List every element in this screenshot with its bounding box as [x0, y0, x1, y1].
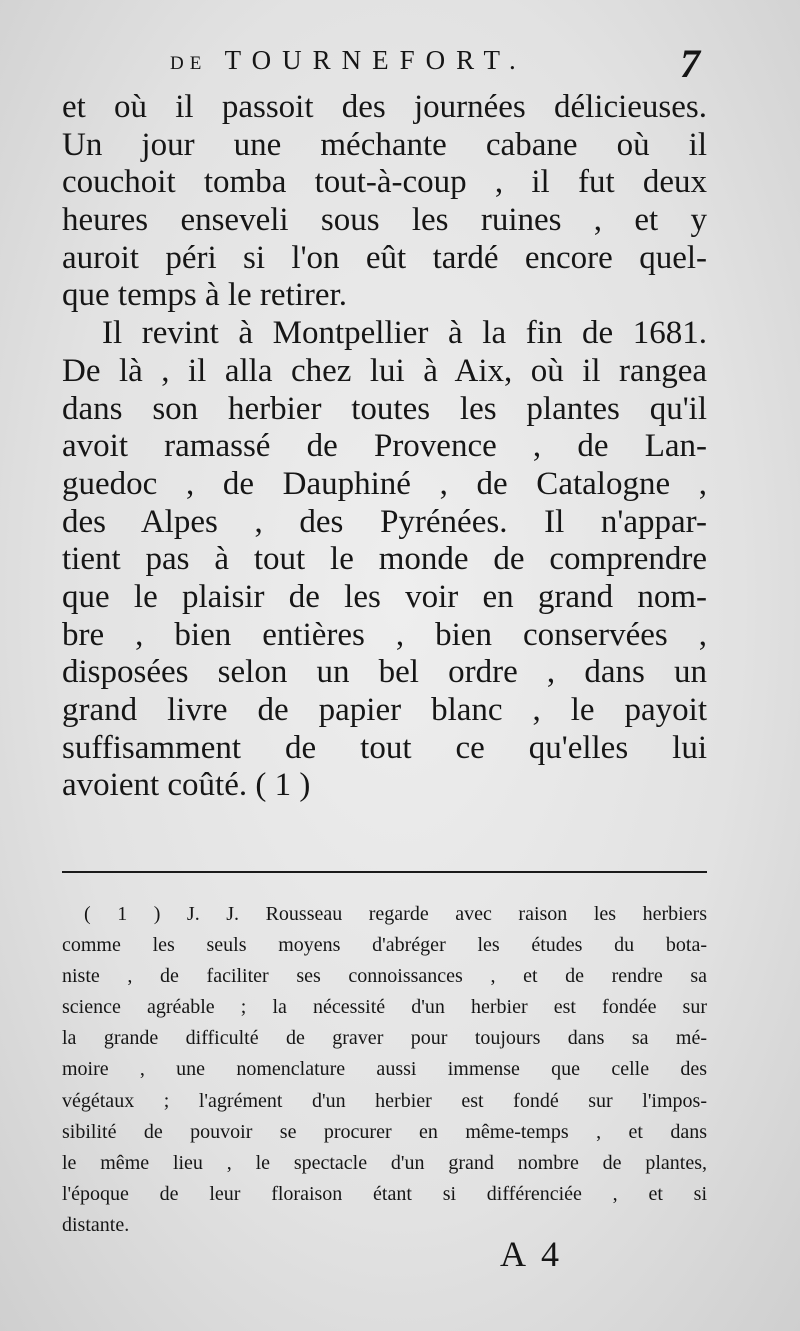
body-line: que le plaisir de les voir en grand nom- — [62, 578, 707, 615]
footnote-line: le même lieu , le spectacle d'un grand nombre de plantes, — [62, 1151, 707, 1174]
body-line: bre , bien entières , bien conservées , — [62, 616, 707, 653]
footnote-line: la grande difficulté de graver pour toujours dans sa mé- — [62, 1027, 707, 1050]
body-line: que temps à le retirer. — [62, 277, 347, 314]
running-head-title: TOURNEFORT. — [224, 45, 527, 75]
body-line: guedoc , de Dauphiné , de Catalogne , — [62, 465, 707, 502]
main-text — [62, 89, 707, 805]
footnote-line: ( 1 ) J. J. Rousseau regarde avec raison les herbiers — [84, 903, 707, 925]
body-line: avoient coûté. ( 1 ) — [62, 767, 311, 804]
footnote-line: moire , une nomenclature aussi immense que celle des — [62, 1058, 707, 1081]
body-line: avoit ramassé de Provence , de Lan- — [62, 428, 707, 465]
body-line: Il revint à Montpellier à la fin de 1681. — [102, 315, 707, 352]
body-line: suffisamment de tout ce qu'elles lui — [62, 729, 707, 766]
running-head — [170, 40, 610, 80]
footnote-line: végétaux ; l'agrément d'un herbier est fondé sur l'impos- — [62, 1089, 707, 1112]
footnote-separator-rule — [62, 871, 707, 873]
signature-mark: A 4 — [500, 1234, 564, 1274]
body-line: tient pas à tout le monde de comprendre — [62, 541, 707, 578]
body-line: dans son herbier toutes les plantes qu'il — [62, 390, 707, 427]
body-line: auroit péri si l'on eût tardé encore quel- — [62, 239, 707, 276]
body-line: Un jour une méchante cabane où il — [62, 126, 707, 163]
body-line: heures enseveli sous les ruines , et y — [62, 202, 707, 239]
footnote-line: sibilité de pouvoir se procurer en même-temps , et dans — [62, 1120, 707, 1143]
footnote-line: comme les seuls moyens d'abréger les études du bota- — [62, 934, 707, 957]
footnote-line: science agréable ; la nécessité d'un herbier est fondée sur — [62, 996, 707, 1019]
footnote-line: niste , de faciliter ses connoissances , et de rendre sa — [62, 965, 707, 988]
footnote — [62, 899, 707, 1241]
body-line: De là , il alla chez lui à Aix, où il rangea — [62, 352, 707, 389]
body-line: des Alpes , des Pyrénées. Il n'appar- — [62, 503, 707, 540]
body-line: et où il passoit des journées délicieuses. — [62, 89, 707, 125]
footnote-line: distante. — [62, 1213, 130, 1236]
body-line: grand livre de papier blanc , le payoit — [62, 692, 707, 728]
body-line: disposées selon un bel ordre , dans un — [62, 654, 707, 691]
footnote-line: l'époque de leur floraison étant si différenciée , et si — [62, 1182, 707, 1205]
body-line: couchoit tomba tout-à-coup , il fut deux — [62, 164, 707, 201]
running-head-prefix: DE — [170, 53, 208, 74]
page-number: 7 — [680, 41, 700, 86]
